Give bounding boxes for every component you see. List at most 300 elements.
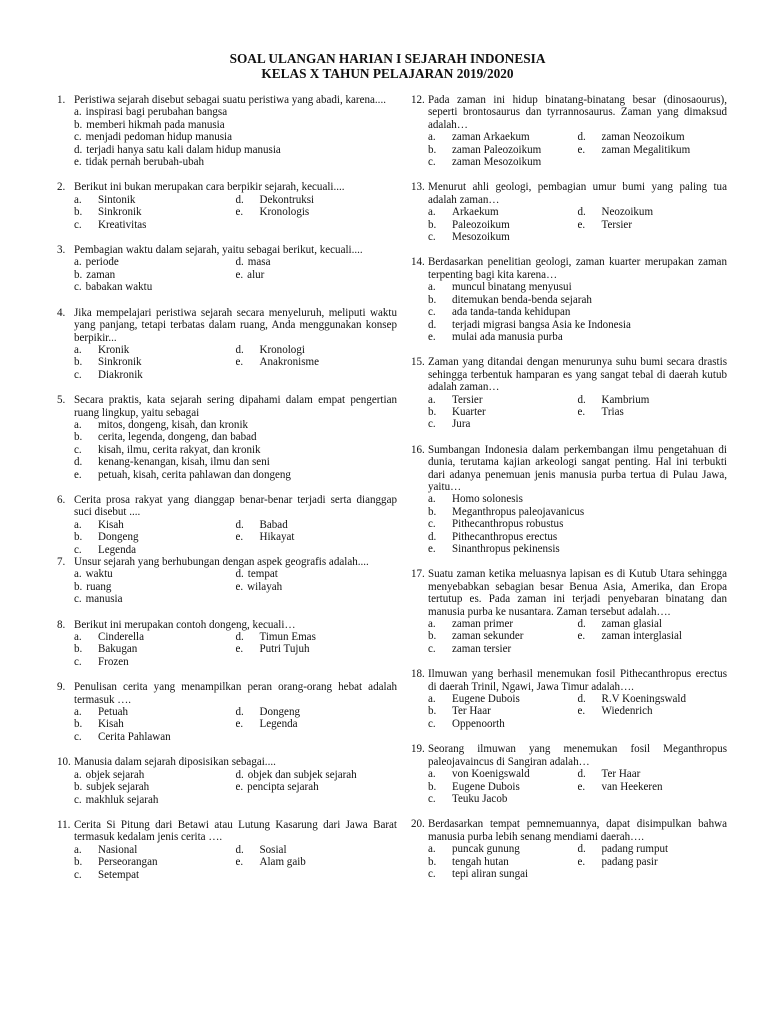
answer-option <box>74 731 236 743</box>
question-item <box>411 256 727 343</box>
answer-option <box>578 131 728 143</box>
answer-option <box>578 856 728 868</box>
option-letter: d. <box>235 631 244 644</box>
option-text: Mesozoikum <box>452 231 510 244</box>
option-text: ditemukan benda-benda sejarah <box>452 293 592 306</box>
option-text: zaman <box>86 268 116 281</box>
option-text: wilayah <box>247 580 283 593</box>
option-letter: d. <box>428 530 437 543</box>
option-letter: a. <box>428 131 436 144</box>
option-letter: a. <box>428 281 436 294</box>
answer-option <box>74 581 236 593</box>
title-line-2: KELAS X TAHUN PELAJARAN 2019/2020 <box>261 65 514 81</box>
option-letter: e. <box>235 268 244 281</box>
option-letter: e. <box>235 718 244 731</box>
answer-option <box>428 406 578 418</box>
option-text: Legenda <box>259 718 298 731</box>
option-letter: a. <box>74 256 82 269</box>
option-text: objek dan subjek sejarah <box>247 768 357 781</box>
option-text: inspirasi bagi perubahan bangsa <box>85 106 228 119</box>
option-text: Homo solonesis <box>452 493 523 506</box>
answer-option <box>74 119 397 131</box>
option-letter: e. <box>428 543 436 555</box>
answer-options <box>428 394 727 431</box>
answer-option <box>236 856 398 868</box>
question-body <box>74 394 397 481</box>
answer-option <box>74 419 397 431</box>
question-number: 14. <box>411 256 425 269</box>
option-text: Sinkronik <box>98 206 142 219</box>
option-text: tengah hutan <box>452 855 509 868</box>
question-text: Berikut ini merupakan contoh dongeng, kecuali… <box>74 618 296 631</box>
answer-options <box>74 568 397 605</box>
option-text: Alam gaib <box>259 856 306 869</box>
option-letter: c. <box>74 730 82 743</box>
option-letter: e. <box>235 856 244 869</box>
option-text: cerita, legenda, dongeng, dan babad <box>98 431 257 444</box>
option-letter: b. <box>74 643 83 656</box>
option-text: Jura <box>452 418 471 431</box>
left-column <box>57 94 397 894</box>
option-letter: e. <box>577 855 586 868</box>
question-text: Pada zaman ini hidup binatang-binatang besar (dinosaourus), seperti brontosaurus dan tyrrannosaurus. Zaman yang dimaksud adalah… <box>428 94 727 131</box>
question-text: Jika mempelajari peristiwa sejarah secara menyeluruh, meliputi waktu yang panjang, tetapi terbatas dalam ruang, Anda menggunakan konsep berpikir... <box>74 306 397 344</box>
question-body <box>428 444 727 556</box>
option-text: van Heekeren <box>601 780 663 793</box>
option-text: Trias <box>601 405 624 418</box>
option-text: Cerita Pahlawan <box>98 730 171 743</box>
option-text: Dekontruksi <box>259 193 315 206</box>
option-letter: a. <box>428 493 436 506</box>
option-letter: b. <box>428 780 437 793</box>
question-body <box>428 256 727 343</box>
answer-option <box>428 693 578 705</box>
option-letter: b. <box>428 293 437 306</box>
answer-option <box>74 531 236 543</box>
option-text: Putri Tujuh <box>259 643 310 656</box>
answer-option <box>578 219 728 231</box>
question-text: Sumbangan Indonesia dalam perkembangan ilmu pengetahuan di dunia, terutama kajian arkeologi sangat penting. Hal ini terbukti dari adanya penemuan jenis manusia purba tertua di Pulau Jawa, yaitu… <box>428 443 727 493</box>
answer-option <box>74 156 397 168</box>
option-letter: b. <box>428 705 437 718</box>
option-letter: d. <box>235 518 244 531</box>
question-number: 12. <box>411 94 425 106</box>
answer-option <box>236 568 398 580</box>
option-text: R.V Koeningswald <box>601 693 686 706</box>
answer-options <box>428 768 727 805</box>
question-number: 13. <box>411 181 425 194</box>
answer-option <box>74 281 236 293</box>
question-text: Berdasarkan tempat pemnemuannya, dapat disimpulkan bahwa manusia purba lebih senang mendiami daerah…. <box>428 818 727 843</box>
right-column <box>411 94 727 894</box>
answer-option <box>74 593 236 605</box>
answer-option <box>428 868 578 880</box>
option-letter: c. <box>74 793 82 806</box>
answer-option <box>236 769 398 781</box>
option-text: ada tanda-tanda kehidupan <box>452 306 571 319</box>
question-body <box>74 556 397 606</box>
question-body <box>428 668 727 730</box>
answer-option <box>428 630 578 642</box>
answer-option <box>236 706 398 718</box>
option-letter: d. <box>577 131 586 144</box>
answer-option <box>236 844 398 856</box>
answer-option <box>74 206 236 218</box>
option-letter: a. <box>428 206 436 219</box>
option-text: objek sejarah <box>85 768 145 781</box>
answer-option <box>74 269 236 281</box>
answer-option <box>74 544 236 556</box>
option-letter: d. <box>577 618 586 631</box>
answer-option <box>428 768 578 780</box>
answer-option <box>428 705 578 717</box>
option-letter: c. <box>428 418 436 431</box>
option-letter: d. <box>577 693 586 706</box>
option-letter: a. <box>74 568 82 581</box>
question-body <box>428 568 727 655</box>
option-text: zaman tersier <box>452 642 512 655</box>
option-letter: e. <box>577 630 586 643</box>
option-text: Petuah <box>98 706 129 719</box>
question-text: Cerita Si Pitung dari Betawi atau Lutung Kasarung dari Jawa Barat termasuk kedalam jenis cerita …. <box>74 818 397 844</box>
option-letter: c. <box>74 131 82 144</box>
option-text: Sinanthropus pekinensis <box>452 543 560 555</box>
answer-option <box>74 131 397 143</box>
option-text: menjadi pedoman hidup manusia <box>85 131 233 144</box>
answer-option <box>236 519 398 531</box>
option-text: masa <box>247 256 271 269</box>
question-body <box>428 743 727 805</box>
option-letter: c. <box>428 518 436 531</box>
option-text: petuah, kisah, cerita pahlawan dan dongeng <box>98 468 291 481</box>
question-item <box>411 668 727 730</box>
option-text: zaman Arkaekum <box>452 131 530 144</box>
option-text: Neozoikum <box>601 206 654 219</box>
option-text: von Koenigswald <box>452 768 530 781</box>
option-letter: c. <box>74 218 82 231</box>
option-text: Hikayat <box>259 531 295 544</box>
answer-option <box>74 519 236 531</box>
answer-option <box>428 643 578 655</box>
question-item <box>57 619 397 669</box>
answer-option <box>578 394 728 406</box>
option-text: Oppenoorth <box>452 717 505 730</box>
answer-option <box>236 344 398 356</box>
question-text: Pembagian waktu dalam sejarah, yaitu sebagai berikut, kecuali.... <box>74 244 363 257</box>
question-number: 11. <box>57 818 71 831</box>
answer-option <box>428 493 727 505</box>
option-letter: b. <box>74 118 83 131</box>
answer-option <box>578 843 728 855</box>
option-letter: c. <box>74 868 82 881</box>
question-text: Ilmuwan yang berhasil menemukan fosil Pithecanthropus erectus di daerah Trinil, Ngawi, Jawa Timur adalah…. <box>428 668 727 693</box>
question-body <box>74 181 397 231</box>
question-body <box>428 356 727 430</box>
answer-option <box>428 718 578 730</box>
option-text: Babad <box>259 518 288 531</box>
option-letter: b. <box>74 431 83 444</box>
answer-options <box>74 419 397 481</box>
answer-option <box>428 306 727 318</box>
option-text: muncul binatang menyusui <box>452 281 572 294</box>
exam-title <box>47 52 728 81</box>
option-letter: a. <box>74 418 82 431</box>
answer-option <box>74 856 236 868</box>
answer-option <box>578 618 728 630</box>
question-text: Unsur sejarah yang berhubungan dengan aspek geografis adalah.... <box>74 556 369 568</box>
option-letter: d. <box>235 568 244 581</box>
answer-option <box>428 281 727 293</box>
option-text: Setempat <box>98 868 140 881</box>
answer-option <box>74 219 236 231</box>
question-text: Penulisan cerita yang menampilkan peran orang-orang hebat adalah termasuk …. <box>74 681 397 706</box>
question-body <box>74 756 397 806</box>
question-body <box>428 818 727 880</box>
option-letter: e. <box>235 356 244 369</box>
option-letter: d. <box>74 456 83 469</box>
question-body <box>74 494 397 556</box>
option-letter: b. <box>428 143 437 156</box>
option-text: Kronologis <box>259 206 310 219</box>
question-item <box>57 819 397 881</box>
option-text: Legenda <box>98 543 137 556</box>
option-letter: c. <box>74 543 82 556</box>
answer-option <box>236 643 398 655</box>
option-letter: c. <box>74 443 82 456</box>
option-text: zaman Neozoikum <box>601 131 685 144</box>
option-text: Sosial <box>259 843 287 856</box>
question-item <box>57 494 397 556</box>
question-number: 16. <box>411 443 425 456</box>
option-letter: c. <box>74 368 82 381</box>
option-text: Pithecanthropus erectus <box>452 530 558 543</box>
option-letter: b. <box>74 718 83 731</box>
option-text: Teuku Jacob <box>452 792 508 805</box>
option-text: Kronik <box>98 343 130 356</box>
option-letter: a. <box>428 843 436 856</box>
answer-option <box>578 144 728 156</box>
option-text: Anakronisme <box>259 356 320 369</box>
option-letter: d. <box>577 768 586 781</box>
question-text: Berdasarkan penelitian geologi, zaman kuarter merupakan zaman terpenting bagi kita karena… <box>428 256 727 281</box>
option-text: Pithecanthropus robustus <box>452 518 564 531</box>
option-text: tidak pernah berubah-ubah <box>85 156 205 169</box>
option-text: Kisah <box>98 718 124 731</box>
question-number: 7. <box>57 556 66 568</box>
option-text: kenang-kenangan, kisah, ilmu dan seni <box>98 456 270 469</box>
option-text: Kreativitas <box>98 218 147 231</box>
title-line-1: SOAL ULANGAN HARIAN I SEJARAH INDONESIA <box>229 51 546 66</box>
question-item <box>57 94 397 168</box>
answer-options <box>428 693 727 730</box>
answer-option <box>74 194 236 206</box>
option-text: kisah, ilmu, cerita rakyat, dan kronik <box>98 443 261 456</box>
option-letter: c. <box>74 281 82 294</box>
question-body <box>74 819 397 881</box>
option-letter: d. <box>235 843 244 856</box>
option-letter: a. <box>74 343 82 356</box>
option-letter: e. <box>428 330 436 343</box>
option-letter: b. <box>74 580 83 593</box>
answer-option <box>428 843 578 855</box>
answer-option <box>578 206 728 218</box>
question-item <box>411 94 727 168</box>
question-item <box>411 568 727 655</box>
answer-options <box>74 706 397 743</box>
answer-option <box>74 643 236 655</box>
option-letter: b. <box>74 781 83 794</box>
answer-option <box>74 256 236 268</box>
answer-option <box>74 106 397 118</box>
answer-option <box>428 319 727 331</box>
option-letter: c. <box>428 156 436 169</box>
answer-options <box>428 131 727 168</box>
answer-options <box>74 631 397 668</box>
question-item <box>57 556 397 606</box>
option-letter: a. <box>428 618 436 631</box>
option-letter: e. <box>235 580 244 593</box>
option-letter: c. <box>74 655 82 668</box>
option-text: Sintonik <box>98 193 136 206</box>
answer-option <box>236 206 398 218</box>
answer-options <box>428 618 727 655</box>
option-text: terjadi hanya satu kali dalam hidup manusia <box>86 143 281 156</box>
question-text: Menurut ahli geologi, pembagian umur bumi yang paling tua adalah zaman… <box>428 181 727 206</box>
answer-option <box>74 769 236 781</box>
question-number: 3. <box>57 244 66 257</box>
answer-options <box>428 493 727 555</box>
option-text: Tersier <box>601 218 633 231</box>
option-letter: b. <box>74 531 83 544</box>
option-letter: e. <box>577 143 586 156</box>
answer-options <box>74 769 397 806</box>
option-text: tepi aliran sungai <box>452 867 529 880</box>
answer-option <box>236 269 398 281</box>
question-number: 19. <box>411 743 425 756</box>
question-item <box>57 681 397 743</box>
question-body <box>74 619 397 669</box>
option-letter: e. <box>577 780 586 793</box>
answer-option <box>74 356 236 368</box>
answer-option <box>428 856 578 868</box>
answer-option <box>428 394 578 406</box>
question-number: 2. <box>57 181 66 194</box>
option-letter: a. <box>74 518 82 531</box>
answer-option <box>428 793 578 805</box>
question-number: 20. <box>411 818 425 831</box>
option-letter: c. <box>428 642 436 655</box>
question-number: 15. <box>411 356 425 369</box>
answer-option <box>428 231 578 243</box>
answer-option <box>578 406 728 418</box>
option-text: alur <box>247 268 265 281</box>
option-letter: b. <box>428 630 437 643</box>
option-letter: a. <box>74 843 82 856</box>
answer-options <box>428 281 727 343</box>
question-item <box>411 818 727 880</box>
question-number: 4. <box>57 306 66 319</box>
answer-option <box>236 194 398 206</box>
option-text: Ter Haar <box>601 768 641 781</box>
option-text: Diakronik <box>98 368 143 381</box>
answer-option <box>236 256 398 268</box>
option-text: Sinkronik <box>98 356 142 369</box>
question-body <box>428 94 727 168</box>
option-text: zaman primer <box>452 618 514 631</box>
option-text: zaman Megalitikum <box>601 143 691 156</box>
option-letter: e. <box>235 531 244 544</box>
option-text: Kisah <box>98 518 124 531</box>
question-number: 9. <box>57 681 66 694</box>
answer-option <box>578 705 728 717</box>
option-letter: d. <box>74 143 83 156</box>
answer-options <box>74 106 397 168</box>
option-text: Eugene Dubois <box>452 693 520 706</box>
option-text: Wiedenrich <box>601 705 653 718</box>
answer-options <box>74 256 397 293</box>
option-letter: e. <box>74 156 82 169</box>
answer-option <box>74 369 236 381</box>
option-letter: d. <box>235 706 244 719</box>
option-text: Frozen <box>98 655 129 668</box>
question-item <box>57 244 397 294</box>
answer-option <box>74 706 236 718</box>
option-letter: c. <box>428 231 436 244</box>
answer-option <box>236 356 398 368</box>
option-letter: d. <box>235 343 244 356</box>
answer-option <box>236 718 398 730</box>
question-body <box>74 244 397 294</box>
option-letter: e. <box>577 405 586 418</box>
answer-option <box>428 781 578 793</box>
option-text: tempat <box>247 568 278 581</box>
answer-option <box>236 531 398 543</box>
option-letter: b. <box>428 405 437 418</box>
question-number: 17. <box>411 568 425 581</box>
question-body <box>74 681 397 743</box>
option-letter: b. <box>428 855 437 868</box>
option-letter: d. <box>235 768 244 781</box>
option-letter: c. <box>428 867 436 880</box>
option-text: Tersier <box>452 393 483 406</box>
option-text: babakan waktu <box>85 281 153 294</box>
answer-options <box>74 519 397 556</box>
answer-option <box>236 781 398 793</box>
answer-option <box>74 431 397 443</box>
option-text: memberi hikmah pada manusia <box>86 118 225 131</box>
option-text: makhluk sejarah <box>85 793 159 806</box>
option-letter: d. <box>577 393 586 406</box>
option-text: Bakugan <box>98 643 138 656</box>
question-body <box>428 181 727 243</box>
question-item <box>411 356 727 430</box>
option-letter: b. <box>74 206 83 219</box>
question-item <box>57 756 397 806</box>
answer-option <box>428 543 727 555</box>
question-item <box>411 743 727 805</box>
question-item <box>411 181 727 243</box>
answer-options <box>74 344 397 381</box>
option-letter: d. <box>428 318 437 331</box>
option-text: zaman glasial <box>601 618 662 631</box>
question-number: 18. <box>411 668 425 681</box>
option-letter: e. <box>577 218 586 231</box>
option-text: Cinderella <box>98 631 145 644</box>
answer-options <box>74 194 397 231</box>
option-letter: d. <box>577 843 586 856</box>
option-text: terjadi migrasi bangsa Asia ke Indonesia <box>452 318 631 331</box>
option-letter: c. <box>74 593 82 606</box>
